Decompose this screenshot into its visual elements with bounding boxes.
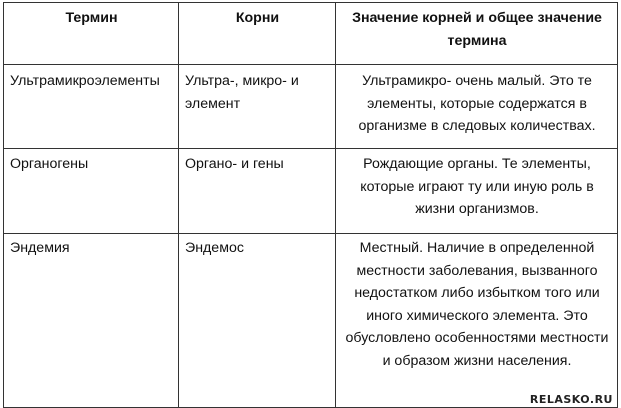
term-cell: Ультрамикроэлементы [4,65,179,149]
roots-cell: Ультра-, микро- и элемент [179,65,336,149]
table-row [4,234,618,408]
header-row [4,3,618,65]
term-cell: Эндемия [4,234,179,408]
header-roots: Корни [179,3,336,65]
term-cell: Органогены [4,149,179,234]
header-meaning: Значение корней и общее значение термина [336,3,618,65]
table-row [4,149,618,234]
table-row [4,65,618,149]
roots-cell: Эндемос [179,234,336,408]
meaning-cell: Местный. Наличие в определенной местности заболевания, вызванного недостатком либо избытком того или иного химического элемента. Это обусловлено особенностями местности и образом жизни населения. [336,234,618,408]
meaning-cell: Рождающие органы. Те элементы, которые играют ту или иную роль в жизни организмов. [336,149,618,234]
terms-table [3,2,618,408]
watermark: RELASKO.RU [529,393,613,406]
header-term: Термин [4,3,179,65]
roots-cell: Органо- и гены [179,149,336,234]
meaning-cell: Ультрамикро- очень малый. Это те элементы, которые содержатся в организме в следовых количествах. [336,65,618,149]
